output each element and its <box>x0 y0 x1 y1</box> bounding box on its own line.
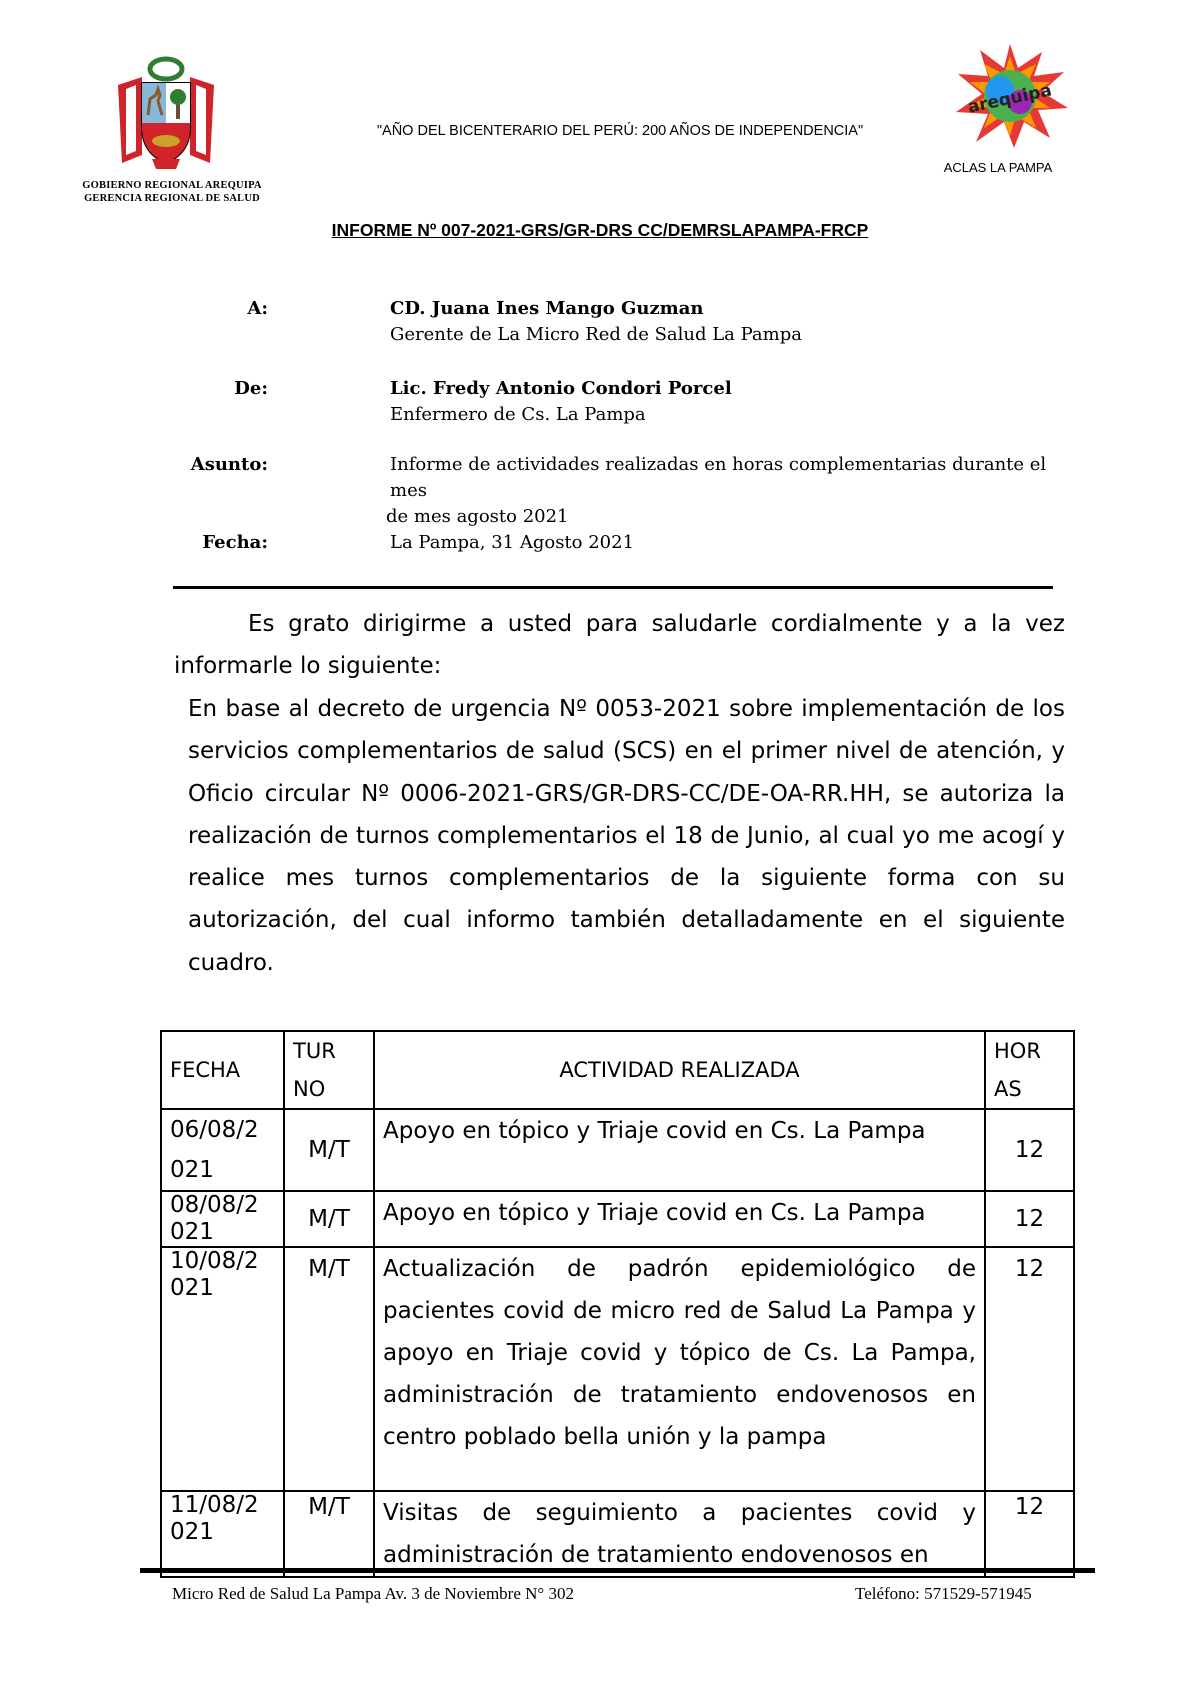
table-row <box>161 1109 1074 1191</box>
row-horas: 12 <box>985 1109 1074 1191</box>
row-date: 10/08/2 021 <box>161 1247 284 1491</box>
from-name: Lic. Fredy Antonio Condori Porcel <box>390 378 732 399</box>
subject-label: Asunto: <box>190 454 268 475</box>
table-header-row <box>161 1031 1074 1109</box>
report-title: INFORME Nº 007-2021-GRS/GR-DRS CC/DEMRSLAPAMPA-FRCP <box>331 220 869 240</box>
header-turno: TUR NO <box>284 1031 374 1109</box>
row-date: 08/08/2 021 <box>161 1191 284 1247</box>
to-name: CD. Juana Ines Mango Guzman <box>390 298 704 319</box>
row-horas: 12 <box>985 1491 1074 1577</box>
gov-line-2: GERENCIA REGIONAL DE SALUD <box>84 193 260 204</box>
logo-text: arequipa <box>966 80 1054 118</box>
coat-of-arms-logo <box>112 55 220 173</box>
from-block <box>390 376 732 428</box>
intro-paragraph: Es grato dirigirme a usted para saludarle cordialmente y a la vez informarle lo siguiente: <box>174 611 1065 680</box>
divider-rule <box>173 586 1053 589</box>
row-date: 06/08/2 021 <box>161 1109 284 1191</box>
arequipa-logo <box>950 42 1070 150</box>
header-horas: HOR AS <box>985 1031 1074 1109</box>
year-motto: "AÑO DEL BICENTERARIO DEL PERÚ: 200 AÑOS DE INDEPENDENCIA" <box>376 123 864 139</box>
logo-caption: ACLAS LA PAMPA <box>943 160 1053 175</box>
table-row <box>161 1247 1074 1491</box>
header-fecha: FECHA <box>161 1031 284 1109</box>
row-actividad: Apoyo en tópico y Triaje covid en Cs. La Pampa <box>374 1191 985 1247</box>
row-horas: 12 <box>985 1191 1074 1247</box>
row-actividad: Apoyo en tópico y Triaje covid en Cs. La Pampa <box>374 1109 985 1191</box>
row-date: 11/08/2 021 <box>161 1491 284 1577</box>
footer-address: Micro Red de Salud La Pampa Av. 3 de Noviembre N° 302 <box>172 1584 574 1603</box>
row-horas: 12 <box>985 1247 1074 1491</box>
from-role: Enfermero de Cs. La Pampa <box>390 404 646 425</box>
to-label: A: <box>247 298 268 319</box>
main-paragraph: En base al decreto de urgencia Nº 0053-2021 sobre implementación de los servicios complementarios de salud (SCS) en el primer nivel de atención, y Oficio circular Nº 0006-2021-GRS/GR-DRS-CC/DE-OA-RR.HH, se autoriza la realización de turnos complementarios el 18 de Junio, al cual yo me acogí y realice mes turnos complementarios de la siguiente forma con su autorización, del cual informo también detalladamente en el siguiente cuadro. <box>188 696 1065 976</box>
from-label: De: <box>234 378 268 399</box>
subject-line-2: de mes agosto 2021 <box>386 506 569 527</box>
subject-line-1: Informe de actividades realizadas en horas complementarias durante el mes <box>390 454 1047 501</box>
row-turno: M/T <box>284 1491 374 1577</box>
table-row <box>161 1491 1074 1577</box>
to-role: Gerente de La Micro Red de Salud La Pampa <box>390 324 802 345</box>
row-turno: M/T <box>284 1191 374 1247</box>
to-block <box>390 296 802 348</box>
activities-table <box>160 1030 1075 1578</box>
header-actividad: ACTIVIDAD REALIZADA <box>374 1031 985 1109</box>
table-row <box>161 1191 1074 1247</box>
date-label: Fecha: <box>202 532 268 553</box>
subject-block <box>386 452 1066 530</box>
footer-rule <box>140 1568 1095 1573</box>
gov-line-1: GOBIERNO REGIONAL AREQUIPA <box>82 180 262 191</box>
footer-phone: Teléfono: 571529-571945 <box>855 1584 1032 1603</box>
row-turno: M/T <box>284 1247 374 1491</box>
government-header <box>62 179 282 205</box>
row-actividad: Visitas de seguimiento a pacientes covid y administración de tratamiento endovenosos en <box>374 1491 985 1577</box>
row-actividad: Actualización de padrón epidemiológico de pacientes covid de micro red de Salud La Pampa y apoyo en Triaje covid y tópico de Cs. La Pampa, administración de tratamiento endovenosos en centro poblado bella unión y la pampa <box>374 1247 985 1491</box>
date-value: La Pampa, 31 Agosto 2021 <box>390 532 635 553</box>
row-turno: M/T <box>284 1109 374 1191</box>
